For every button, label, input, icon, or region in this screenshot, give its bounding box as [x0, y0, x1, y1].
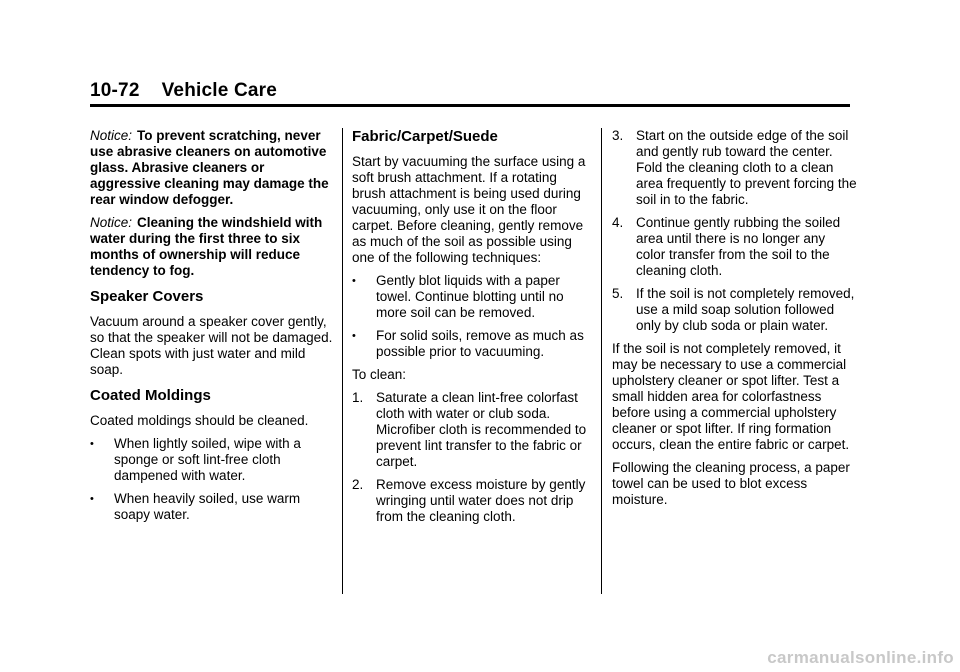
section-title: Vehicle Care [161, 80, 278, 101]
list-item-text: For solid soils, remove as much as possible prior to vacuuming. [376, 328, 584, 359]
step-item [352, 477, 592, 525]
step-number: 5. [612, 286, 624, 301]
step-text: Remove excess moisture by gently wringing until water does not drip from the cleaning cloth. [376, 477, 586, 524]
bullet-icon: • [352, 330, 356, 342]
notice-text: Cleaning the windshield with water during the first three to six months of ownership will reduce tendency to fog. [90, 215, 323, 278]
column-2 [352, 128, 592, 532]
step-text: If the soil is not completely removed, use a mild soap solution followed only by club soda or plain water. [636, 286, 855, 333]
list-item [352, 328, 592, 360]
step-text: Start on the outside edge of the soil and gently rub toward the center. Fold the cleaning cloth to a clean area frequently to prevent forcing the soil in to the fabric. [636, 128, 857, 207]
fabric-carpet-suede-heading: Fabric/Carpet/Suede [352, 128, 498, 145]
coated-moldings-text: Coated moldings should be cleaned. [90, 413, 309, 428]
speaker-covers-heading: Speaker Covers [90, 288, 204, 305]
bullet-icon: • [90, 438, 94, 450]
column-divider-2 [601, 128, 602, 594]
blot-moisture-text: Following the cleaning process, a paper towel can be used to blot excess moisture. [612, 460, 850, 507]
column-3 [612, 128, 857, 515]
list-item-text: When heavily soiled, use warm soapy water. [114, 491, 301, 522]
list-item [90, 436, 335, 484]
notice-label: Notice: [90, 128, 133, 143]
list-item [90, 491, 335, 523]
watermark-text: carmanualsonline.info [767, 648, 954, 667]
bullet-icon: • [352, 275, 356, 287]
notice-label: Notice: [90, 215, 133, 230]
coated-moldings-heading: Coated Moldings [90, 387, 211, 404]
step-number: 1. [352, 390, 364, 405]
bullet-icon: • [90, 493, 94, 505]
step-text: Continue gently rubbing the soiled area until there is no longer any color transfer from the soil to the cleaning cloth. [636, 215, 841, 278]
step-item [612, 215, 857, 279]
list-item-text: When lightly soiled, wipe with a sponge or soft lint-free cloth dampened with water. [114, 436, 301, 483]
column-divider-1 [342, 128, 343, 594]
speaker-covers-text: Vacuum around a speaker cover gently, so that the speaker will not be damaged. Clean spots with just water and mild soap. [90, 314, 333, 377]
step-item [612, 128, 857, 208]
step-number: 3. [612, 128, 624, 143]
step-item [612, 286, 857, 334]
notice-paragraph [90, 128, 335, 208]
step-text: Saturate a clean lint-free colorfast cloth with water or club soda. Microfiber cloth is recommended to prevent lint transfer to the fabric or carpet. [376, 390, 587, 469]
step-number: 4. [612, 215, 624, 230]
notice-paragraph [90, 215, 335, 279]
column-1 [90, 128, 335, 530]
list-item-text: Gently blot liquids with a paper towel. Continue blotting until no more soil can be removed. [376, 273, 564, 320]
list-item [352, 273, 592, 321]
header-rule [90, 104, 850, 107]
step-number: 2. [352, 477, 364, 492]
notice-text: To prevent scratching, never use abrasive cleaners on automotive glass. Abrasive cleaners or aggressive cleaning may damage the rear window defogger. [90, 128, 329, 207]
step-item [352, 390, 592, 470]
commercial-cleaner-text: If the soil is not completely removed, it may be necessary to use a commercial upholstery cleaner or spot lifter. Test a small hidden area for colorfastness before using a commercial upholstery cleaner or spot lifter. If ring formation occurs, clean the entire fabric or carpet. [612, 341, 850, 452]
page-number: 10-72 [90, 80, 140, 101]
fabric-intro-text: Start by vacuuming the surface using a soft brush attachment. If a rotating brush attachment is being used during vacuuming, only use it on the floor carpet. Before cleaning, gently remove as much of the soil as possible using one of the following techniques: [352, 154, 586, 265]
page-header [90, 80, 277, 102]
to-clean-label: To clean: [352, 367, 407, 382]
